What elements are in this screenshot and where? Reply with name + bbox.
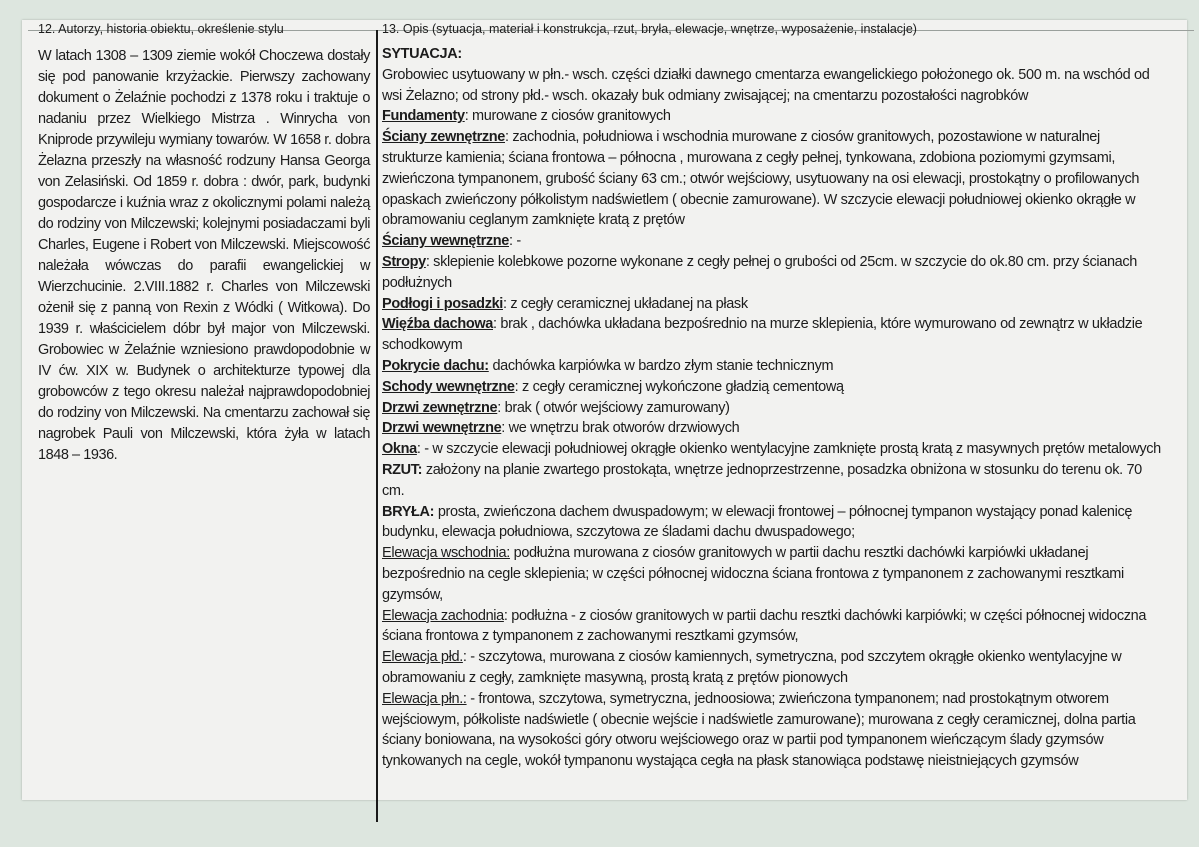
- drzwi-zewnetrzne-text: : brak ( otwór wejściowy zamurowany): [497, 399, 730, 416]
- right-heading: 13. Opis (sytuacja, materiał i konstrukcja, rzut, bryła, elewacje, wnętrze, wyposażenie, instalacje): [382, 22, 917, 36]
- fundamenty-label: Fundamenty: [382, 108, 465, 125]
- elewacja-zachodnia-text: : podłużna - z ciosów granitowych w partii dachu resztki dachówki karpiówki; w części północnej widoczna ściana frontowa z tympanonem z zachowanymi resztkami gzymsów,: [382, 607, 1147, 645]
- stropy-text: : sklepienie kolebkowe pozorne wykonane z cegły pełnej o grubości od 25cm. w szczycie do ok.80 cm. przy ścianach podłużnych: [382, 253, 1137, 291]
- elewacja-wschodnia-label: Elewacja wschodnia:: [382, 545, 510, 562]
- podlogi-label: Podłogi i posadzki: [382, 295, 503, 312]
- podlogi-text: : z cegły ceramicznej układanej na płask: [503, 295, 748, 312]
- rzut-text: założony na planie zwartego prostokąta, wnętrze jednoprzestrzenne, posadzka obniżona w stosunku do terenu ok. 70 cm.: [382, 461, 1142, 499]
- pokrycie-text: dachówka karpiówka w bardzo złym stanie technicznym: [488, 357, 834, 374]
- bryla-label: BRYŁA:: [382, 503, 435, 520]
- wiezba-section: [382, 314, 1162, 356]
- okna-text: : - w szczycie elewacji południowej okrągłe okienko wentylacyjne zamknięte prostą kratą z masywnych prętów metalowych: [416, 441, 1161, 458]
- sciany-zewnetrzne-label: Ściany zewnętrzne: [382, 129, 505, 146]
- podlogi-section: [382, 294, 1162, 315]
- history-text: W latach 1308 – 1309 ziemie wokół Choczewa dostały się pod panowanie krzyżackie. Pierwszy zachowany dokument o Żelaźnie pochodzi z 1378 roku i traktuje o nadaniu przez Wielkiego Mistrza . Winrycha von Kniprode przywileju wymiany towarów. W 1658 r. dobra Żelazna przeszły na własność rodzuny Hansa Georga von Zelasiński. Od 1859 r. dobra : dwór, park, budynki gospodarcze i kuźnia wraz z okolicznymi polami należą do rodziny von Milczewski; kolejnymi posiadaczami byli Charles, Eugene i Robert von Milczewski. Miejscowość należała wówczas do parafii ewangelickiej w Wierzchucinie. 2.VIII.1882 r. Charles von Milczewski ożenił się z panną von Rexin z Wódki ( Witkowa). Do 1939 r. właścicielem dóbr był major von Milczewski. Grobowiec w Żelaźnie wzniesiono prawdopodobnie w IV ćw. XIX w. Budynek o architekturze typowej dla grobowców z tego okresu należał najprawdopodobniej do rodziny von Milczewski. Na cmentarzu zachował się nagrobek Pauli von Milczewski, która żyła w latach 1848 – 1936.: [38, 48, 370, 463]
- drzwi-wewnetrzne-text: : we wnętrzu brak otworów drzwiowych: [501, 420, 740, 437]
- drzwi-zewnetrzne-label: Drzwi zewnętrzne: [382, 399, 498, 416]
- bryla-text: prosta, zwieńczona dachem dwuspadowym; w elewacji frontowej – północnej tympanon wystający ponad kalenicę budynku, elewacja południowa, szczytowa ze śladami dachu dwuspadowego;: [382, 503, 1133, 541]
- description-text: [382, 44, 1162, 772]
- fundamenty-section: [382, 106, 1162, 127]
- rzut-section: [382, 460, 1162, 502]
- sciany-wewnetrzne-label: Ściany wewnętrzne: [382, 233, 510, 250]
- stropy-label: Stropy: [382, 253, 426, 270]
- sytuacja-text: Grobowiec usytuowany w płn.- wsch. części działki dawnego cmentarza ewangelickiego położonego ok. 500 m. na wschód od wsi Żelazno; od strony płd.- wsch. okazały buk odmiany zwisającej; na cmentarzu pozostałości nagrobków: [382, 66, 1150, 104]
- drzwi-wewnetrzne-section: [382, 418, 1162, 439]
- rzut-label: RZUT:: [382, 461, 423, 478]
- schody-text: : z cegły ceramicznej wykończone gładzią cementową: [514, 378, 844, 395]
- schody-section: [382, 377, 1162, 398]
- schody-label: Schody wewnętrzne: [382, 378, 515, 395]
- left-column: [38, 22, 370, 466]
- bryla-section: [382, 502, 1162, 544]
- left-heading: 12. Autorzy, historia obiektu, określenie stylu: [38, 22, 284, 36]
- sciany-wewnetrzne-section: [382, 231, 1162, 252]
- right-column: [382, 22, 1162, 772]
- elewacja-wschodnia-text: podłużna murowana z ciosów granitowych w partii dachu resztki dachówki karpiówki układanej bezpośrednio na cegle sklepienia; w części północnej widoczna ściana frontowa z tympanonem z zachowanymi resztkami gzymsów,: [382, 545, 1124, 603]
- sciany-wewnetrzne-text: : -: [509, 233, 521, 250]
- pokrycie-section: [382, 356, 1162, 377]
- elewacja-pld-section: [382, 647, 1162, 689]
- elewacja-pld-text: : - szczytowa, murowana z ciosów kamiennych, symetryczna, pod szczytem okrągłe okienko wentylacyjne w obramowaniu z cegły, zamknięte masywną, prostą kratą z prętów pionowych: [382, 649, 1122, 686]
- elewacja-zachodnia-section: [382, 606, 1162, 648]
- sytuacja-label: SYTUACJA:: [382, 46, 462, 62]
- wiezba-text: : brak , dachówka układana bezpośrednio na murze sklepienia, które wymurowano od zewnątrz w układzie schodkowym: [382, 316, 1143, 354]
- wiezba-label: Więźba dachowa: [382, 316, 493, 333]
- elewacja-pld-label: Elewacja płd.: [382, 649, 463, 666]
- stropy-section: [382, 252, 1162, 294]
- elewacja-pln-text: - frontowa, szczytowa, symetryczna, jednoosiowa; zwieńczona tympanonem; nad prostokątnym otworem wejściowym, półkoliste nadświetle ( obecnie wejście i nadświetle zamurowane); murowana z cegły ceramicznej, dolna partia ściany boniowana, na wysokości góry otworu wejściowego oraz w partii pod tympanonem wieńczącym ślady gzymsów tynkowanych na cegle, wokół tympanonu wystająca cegła na płask stanowiąca podstawę nieistniejących gzymsów: [382, 690, 1136, 770]
- fundamenty-text: : murowane z ciosów granitowych: [464, 108, 671, 125]
- drzwi-zewnetrzne-section: [382, 398, 1162, 419]
- drzwi-wewnetrzne-label: Drzwi wewnętrzne: [382, 420, 502, 437]
- sciany-zewnetrzne-text: : zachodnia, południowa i wschodnia murowane z ciosów granitowych, pozostawione w naturalnej strukturze kamienia; ściana frontowa – północna , murowana z cegły pełnej, tynkowana, zdobiona poziomymi gzymsami, zwieńczona tympanonem, grubość ściany 63 cm.; otwór wejściowy, usytuowany na osi elewacji, prostokątny o profilowanych opaskach zwieńczony półkolistym nadświetlem ( obecnie zamurowane). W szczycie elewacji południowej okienko okrągłe w obramowaniu ceglanym zamknięte kratą z prętów: [382, 129, 1140, 229]
- sciany-zewnetrzne-section: [382, 127, 1162, 231]
- elewacja-pln-section: [382, 689, 1162, 772]
- okna-section: [382, 439, 1162, 460]
- elewacja-pln-label: Elewacja płn.:: [382, 690, 467, 707]
- column-divider: [376, 30, 378, 822]
- pokrycie-label: Pokrycie dachu:: [382, 357, 489, 374]
- elewacja-zachodnia-label: Elewacja zachodnia: [382, 607, 504, 624]
- okna-label: Okna: [382, 441, 417, 458]
- elewacja-wschodnia-section: [382, 543, 1162, 605]
